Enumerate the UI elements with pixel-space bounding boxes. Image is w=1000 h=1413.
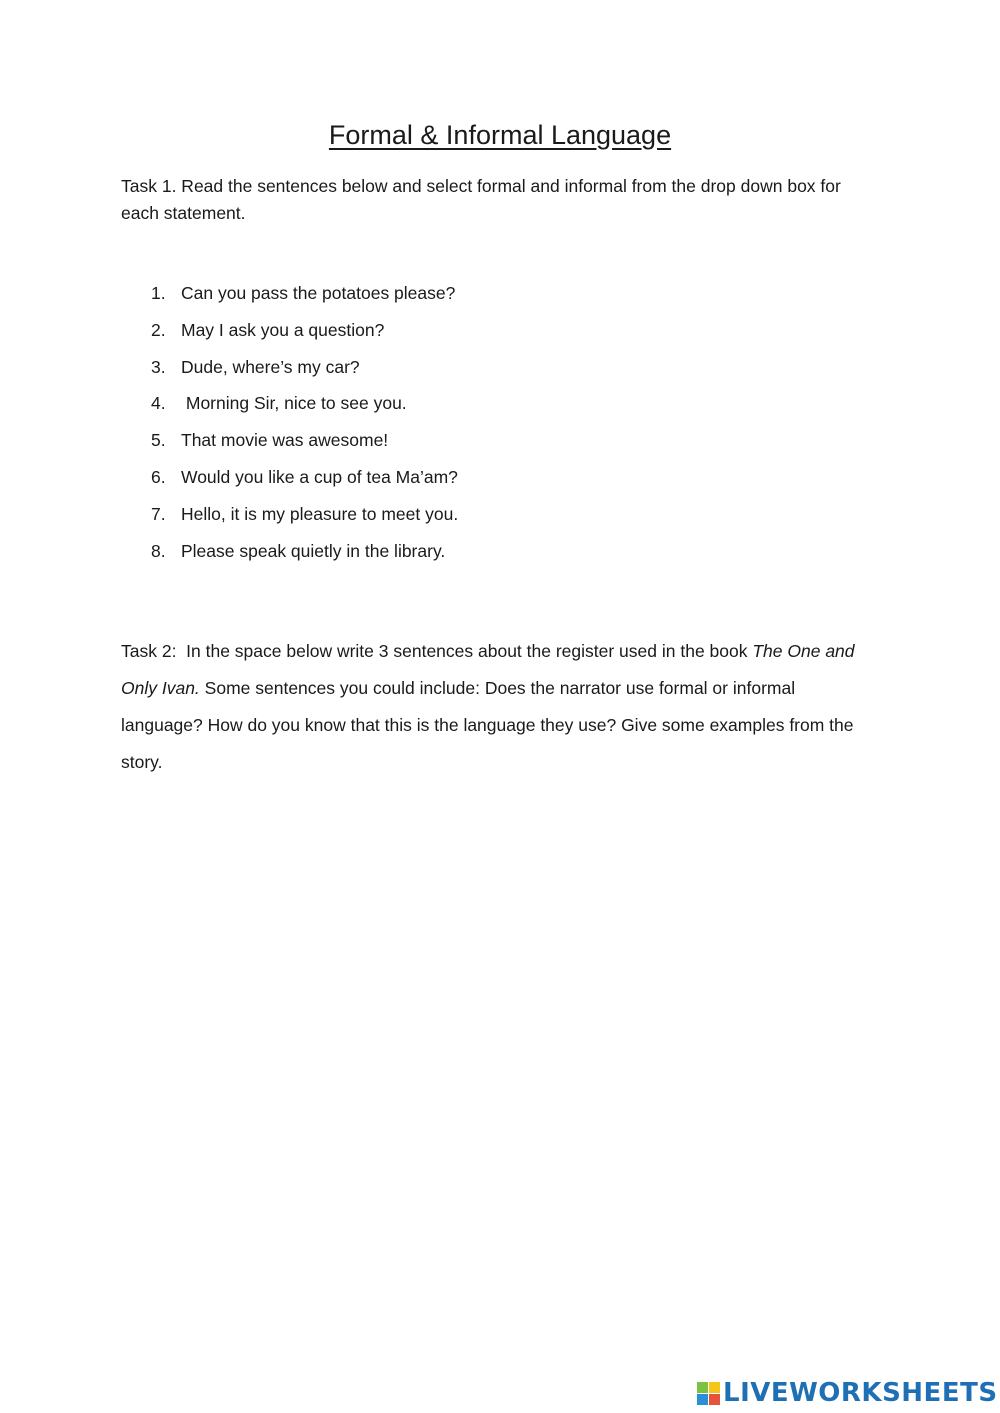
book-title: The One and Only Ivan. (121, 641, 855, 698)
list-item (151, 316, 458, 353)
item-number: 1. (151, 283, 166, 303)
list-item (151, 463, 458, 500)
item-text: Morning Sir, nice to see you. (181, 393, 407, 414)
liveworksheets-logo (697, 1377, 998, 1409)
item-text: May I ask you a question? (181, 319, 385, 340)
task1-instruction: Task 1. Read the sentences below and select formal and informal from the drop down box for each statement. (121, 176, 841, 223)
item-text: Would you like a cup of tea Ma’am? (181, 466, 458, 487)
item-number: 7. (151, 503, 166, 524)
logo-tiles-icon (697, 1382, 720, 1405)
item-text: Dude, where’s my car? (181, 356, 360, 377)
tile-yellow (709, 1382, 720, 1393)
list-item (151, 426, 458, 463)
list-item (151, 500, 458, 537)
tile-blue (697, 1394, 708, 1405)
item-text: Hello, it is my pleasure to meet you. (181, 503, 459, 524)
item-number: 4. (151, 393, 166, 414)
logo-text: LIVEWORKSHEETS (723, 1378, 998, 1408)
list-item (151, 389, 458, 426)
list-item (151, 279, 458, 316)
item-number: 8. (151, 540, 166, 561)
item-text: Please speak quietly in the library. (181, 540, 446, 561)
sentence-list (151, 279, 458, 573)
item-text: Can you pass the potatoes please? (181, 283, 456, 303)
tile-red (709, 1394, 720, 1405)
task2-intro: Task 2: In the space below write 3 sentences about the register used in the book (121, 641, 753, 661)
tile-green (697, 1382, 708, 1393)
list-item (151, 353, 458, 390)
task2-instruction (121, 633, 881, 781)
list-item (151, 537, 458, 574)
item-number: 5. (151, 430, 166, 451)
item-text: That movie was awesome! (181, 430, 389, 451)
item-number: 2. (151, 319, 166, 340)
item-number: 6. (151, 466, 166, 487)
page-title: Formal & Informal Language (328, 120, 672, 150)
item-number: 3. (151, 356, 166, 377)
task2-rest: Some sentences you could include: Does the narrator use formal or informal language? How do you know that this is the language they use? Give some examples from the story. (121, 678, 854, 772)
